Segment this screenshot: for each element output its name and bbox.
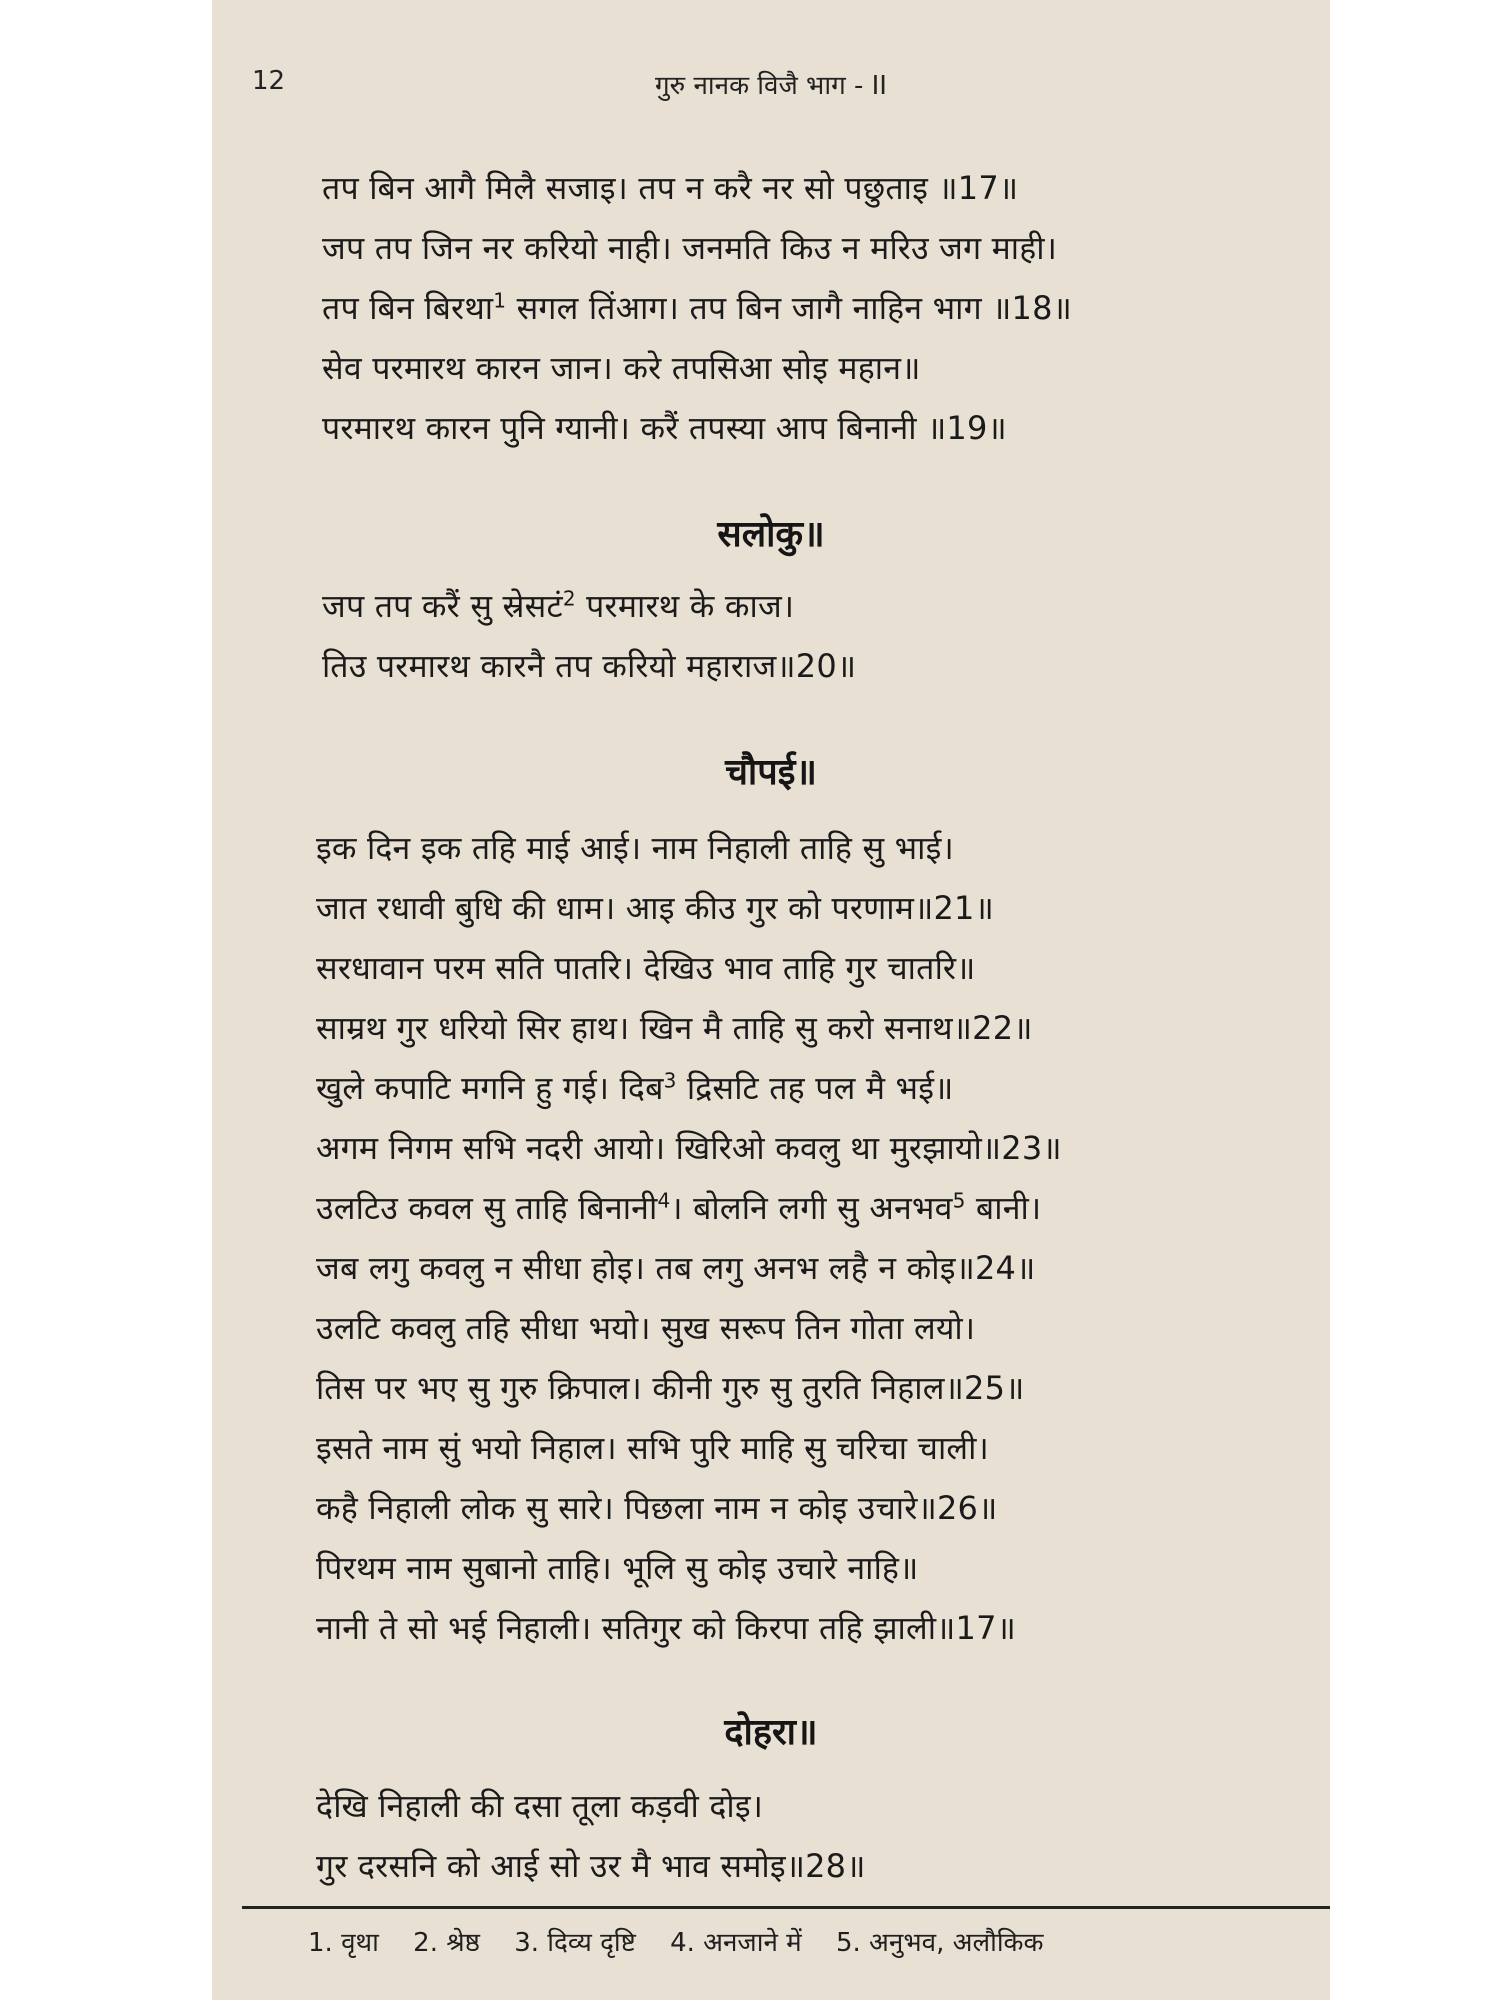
verse-text: तप बिन बिरथा bbox=[322, 289, 494, 327]
section-heading: चौपई॥ bbox=[725, 752, 817, 793]
verse-line: सेव परमारथ कारन जान। करे तपसिआ सोइ महान॥ bbox=[322, 349, 921, 387]
footnote-item: 2. श्रेष्ठ bbox=[413, 1928, 480, 1958]
footnote-ref: 4 bbox=[657, 1188, 671, 1213]
page-number: 12 bbox=[252, 66, 286, 96]
verse-line bbox=[322, 286, 1072, 329]
verse-line: गुर दरसनि को आई सो उर मै भाव समोइ॥28॥ bbox=[316, 1847, 866, 1885]
section-heading: सलोकु॥ bbox=[717, 514, 825, 555]
verse-line: परमारथ कारन पुनि ग्यानी। करैं तपस्या आप बिनानी ॥19॥ bbox=[322, 409, 1007, 447]
verse-line: इसते नाम सुं भयो निहाल। सभि पुरि माहि सु चरिचा चाली। bbox=[316, 1429, 989, 1467]
verse-line: जात रधावी बुधि की धाम। आइ कीउ गुर को परणाम॥21॥ bbox=[316, 889, 994, 927]
verse-line: कहै निहाली लोक सु सारे। पिछला नाम न कोइ उचारे॥26॥ bbox=[316, 1489, 998, 1527]
verse-line: तप बिन आगै मिलै सजाइ। तप न करै नर सो पछुताइ ॥17॥ bbox=[322, 169, 1019, 207]
verse-line: सरधावान परम सति पातरि। देखिउ भाव ताहि गुर चातरि॥ bbox=[316, 949, 976, 987]
verse-text: सगल तिंआग। तप बिन जागै नाहिन भाग ॥18॥ bbox=[516, 289, 1073, 327]
footnote-divider bbox=[242, 1906, 1330, 1909]
verse-text: द्रिसटि तह पल मै भई॥ bbox=[676, 1069, 954, 1107]
verse-line: तिउ परमारथ कारनै तप करियो महाराज॥20॥ bbox=[322, 647, 857, 685]
running-head bbox=[212, 66, 1330, 106]
verse-text: उलटिउ कवल सु ताहि बिनानी bbox=[316, 1189, 658, 1227]
footnote-item: 4. अनजाने में bbox=[670, 1928, 802, 1958]
section-heading: दोहरा॥ bbox=[724, 1712, 818, 1753]
verse-text: । बोलनि लगी सु अनभव bbox=[670, 1189, 953, 1227]
footnote-ref: 2 bbox=[562, 586, 576, 611]
verse-line bbox=[322, 584, 794, 627]
footnote-item: 1. वृथा bbox=[308, 1928, 379, 1958]
verse-line: इक दिन इक तहि माई आई। नाम निहाली ताहि सु भाई। bbox=[316, 829, 954, 867]
verse-line: तिस पर भए सु गुरु क्रिपाल। कीनी गुरु सु तुरति निहाल॥25॥ bbox=[316, 1369, 1025, 1407]
verse-line: जप तप जिन नर करियो नाही। जनमति किउ न मरिउ जग माही। bbox=[322, 229, 1058, 267]
verse-text: जप तप करैं सु स्रेसटं bbox=[322, 587, 563, 625]
footnote-item: 3. दिव्य दृष्टि bbox=[514, 1928, 636, 1958]
footnote-ref: 5 bbox=[952, 1188, 966, 1213]
verse-text: बानी। bbox=[965, 1189, 1042, 1227]
footnote-ref: 1 bbox=[493, 288, 507, 313]
verse-line: साम्रथ गुर धरियो सिर हाथ। खिन मै ताहि सु करो सनाथ॥22॥ bbox=[316, 1009, 1033, 1047]
footnote-item: 5. अनुभव, अलौकिक bbox=[835, 1928, 1044, 1958]
verse-line: देखि निहाली की दसा तूला कड़वी दोइ। bbox=[316, 1787, 764, 1825]
verse-line bbox=[316, 1186, 1041, 1229]
verse-line bbox=[316, 1066, 954, 1109]
verse-text: परमारथ के काज। bbox=[575, 587, 795, 625]
verse-line: उलटि कवलु तहि सीधा भयो। सुख सरूप तिन गोता लयो। bbox=[316, 1309, 976, 1347]
book-page bbox=[212, 0, 1330, 2000]
footnote-ref: 3 bbox=[663, 1068, 677, 1093]
verse-line: जब लगु कवलु न सीधा होइ। तब लगु अनभ लहै न कोइ॥24॥ bbox=[316, 1249, 1036, 1287]
book-title: गुरु नानक विजै भाग - II bbox=[655, 71, 887, 101]
verse-text: खुले कपाटि मगनि हु गई। दिब bbox=[316, 1069, 664, 1107]
verse-line: अगम निगम सभि नदरी आयो। खिरिओ कवलु था मुरझायो॥23॥ bbox=[316, 1129, 1062, 1167]
footnotes bbox=[308, 1923, 1070, 1959]
verse-line: पिरथम नाम सुबानो ताहि। भूलि सु कोइ उचारे नाहि॥ bbox=[316, 1549, 919, 1587]
verse-line: नानी ते सो भई निहाली। सतिगुर को किरपा तहि झाली॥17॥ bbox=[316, 1609, 1017, 1647]
